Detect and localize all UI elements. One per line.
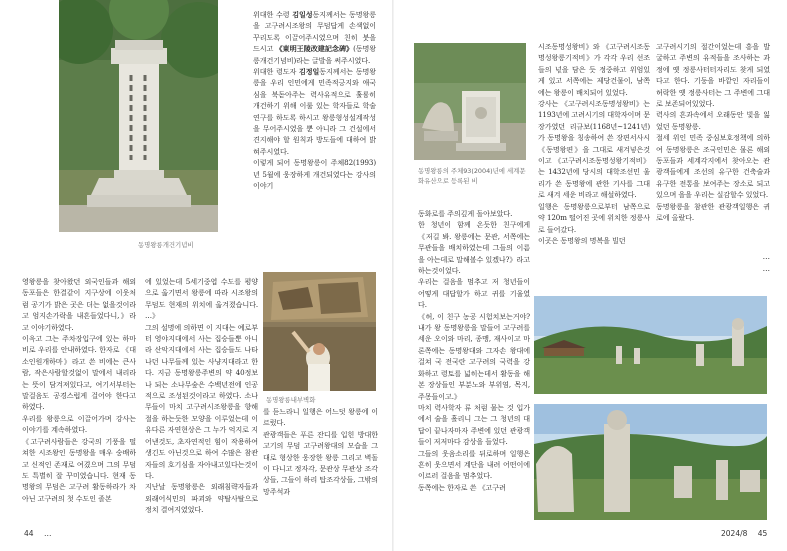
article-paragraph: 관광객들은 푸른 잔디를 입힌 방대한 고기의 무덤 고구려왕대의 모습을 그대로 형상한 웅장한 왕릉 그리고 벽돌이 다니고 정자각, 문관상 무관상 조각상들, 그들이 하리 탑조각상들, 그밖의 망주석과 (263, 429, 378, 496)
article-paragraph: 위대한 수령 김일성동지께서는 동명왕릉을 고구려시조왕의 무덤답게 손색없이 꾸리도록 이끌어주시였으며 친히 붓을 드시고 《東明王陵改建記念碑》(동명왕릉개건기념비)라는 글발을 써주시였다. (253, 10, 376, 65)
article-paragraph: 우리는 걸음을 멈추고 저 청년들이 어떻게 대답할가 하고 귀를 기울였다. (418, 277, 530, 310)
mural-photo (263, 272, 376, 391)
left-page (0, 0, 393, 551)
article-paragraph: 력사의 흔과속에서 오래동안 빛을 잃었던 동명왕릉. (656, 110, 770, 131)
page-number-left: 44 (24, 529, 34, 538)
article-paragraph: 일행은 동명왕릉으로부터 남쪽으로 약 120m 떨어진 곳에 위치한 정릉사로 들어갔다. (538, 201, 650, 234)
byline-photo: … (762, 264, 770, 273)
article-column-3 (145, 276, 258, 516)
article-paragraph: 동명왕릉을 참관한 관광객일행은 귀로에 올랐다. (656, 201, 770, 223)
article-paragraph: 동쪽에는 한자로 쓴 《고구려 (418, 482, 506, 492)
article-paragraph: 를 듣느라니 일행은 어느덧 왕릉에 이르렀다. (263, 407, 378, 428)
article-paragraph: 그들의 웃음소리를 뒤로하며 일행은 흔히 웃으면서 계단을 내려 어떤이에 이르러 걸음을 멈추었다. (418, 448, 530, 481)
magazine-title: … (43, 529, 52, 538)
footer-left (24, 529, 51, 538)
tomb-statues-photo-2 (534, 404, 767, 520)
footer-right (721, 529, 767, 538)
right-page (394, 0, 787, 551)
article-column-2 (22, 276, 136, 504)
tomb-statues-photo-1 (534, 296, 767, 394)
article-paragraph: 위대한 령도자 김정일동지께서는 동명왕릉을 우리 인민에게 민족적긍지와 애국심을 북돋아주는 력사유적으로 훌륭히 개건하기 위해 이룰 있는 학자들로 학술연구를 하도록 하시고 왕릉형성설계작성을 무어주시였을 뿐 아니라 그 건설에서 견지해야 할 원칙과 방도들에 대하여 밝혀주시였다. (253, 67, 376, 156)
issue-date: 2024/8 (721, 529, 748, 538)
byline (656, 251, 770, 275)
article-paragraph: 강사는 《고구려시조동명성왕비》는 1193년에 고려시기의 대학자이며 문장가였던 리규보(1168년~1241년)가 동명왕을 칭송하여 쓴 장편서사시 《동명왕편》을 그대로 새겨넣은것이고 《고구려시조동명성왕기적비》는 1432년에 당시의 대학조선민 울리가 쓴 동명왕에 관한 기사를 그대로 새겨 세운 비라고 해설하였다. (538, 99, 650, 200)
caption-monument: 동명왕릉개건기념비 (138, 241, 194, 249)
article-paragraph: 이렇게 되어 동명왕릉이 주체82(1993)년 5월에 웅장하게 개건되였다는 강사의 이야기 (253, 158, 376, 191)
monument-photo (59, 0, 218, 232)
article-paragraph: 이곳은 동명왕의 명복을 빌던 (538, 235, 626, 245)
article-paragraph: 그의 설명에 의하면 이 지대는 예로부터 영야지대에서 사는 집승들뿐 아니라 산악지대에서 사는 집승들도 나타나던 나무들께 있는 사냥지대라고 한다. 지금 동명왕릉주변의 약 40정보나 되는 소나무숲은 수백년전에 인공적으로 조성된것이라고 하였다. 소나무들이 마치 고구려시조왕릉을 향해 절을 하는듯한 모양을 이루었는데 이 유다른 자연현상은 그 누가 억지로 지어낸것도, 초자연적인 힘이 작용하여생긴도 아닌것으로 하여 수많은 참관자들의 호기심을 자아내고있다는것이다. (145, 322, 258, 480)
caption-mural: 동명왕릉내부벽화 (266, 396, 316, 404)
article-paragraph: 동화로를 주의깊게 돌아보았다. (418, 209, 513, 218)
article-paragraph: 《고구려사람들은 강국의 기풍을 떨쳐한 시조왕인 동명왕을 매우 숭배하고 신적인 존재로 여겼으며 그의 무덤도 특별히 잘 꾸미였습니다. 현재 동명왕의 무덤은 고구려 활동하라가 차 아닌 고구려의 첫 수도인 졸본 (22, 436, 136, 503)
article-paragraph: 시조동명성왕비》와 《고구려시조동명성왕릉기적비》가 각각 우리 선조들의 넋을 담은 듯 정중하고 위엄있게 있고 서쪽에는 제당건물이, 남쪽에는 왕릉이 배치되어 있었다. (538, 42, 650, 97)
caption-steles: 동명왕릉의 주체93(2004)년에 세계문화유산으로 등록된 비 (418, 167, 526, 185)
article-column-5 (538, 41, 650, 246)
article-paragraph: 우리를 왕릉으로 이끌어가며 강사는 이야기를 계속하였다. (22, 413, 136, 435)
page-number-right: 45 (757, 529, 768, 538)
article-column-1 (253, 9, 376, 192)
byline-writer: … (762, 252, 770, 261)
article-column-6 (656, 41, 770, 224)
article-paragraph: 이윽고 그는 주차장입구에 있는 하마비로 우리를 안내하였다. 한자로 《대소인원개하마》라고 쓴 비에는 큰사람, 작은사람할것없이 말에서 내리라는 뜻이 담겨져있다고, 여기서부터는 말걸음도 공경스럽게 걸어야 한다고 하였다. (22, 334, 136, 412)
article-paragraph: 《허, 이 친구 농공 시험치보는거야? 내가 왕 동명왕릉을 말들어 고구려를 세운 오이와 마리, 종맹, 재사이고 마론쪽에는 동명왕대와 그자손 왕대에 걸쳐 국 전국란 고구려의 국력을 강화하고 령토를 넓히는데서 활동을 해본 장상들인 부분노와 부위염, 목지, 주몽들이고.》 (418, 311, 530, 401)
steles-photo (414, 43, 526, 160)
article-paragraph: 영왕릉을 찾아왔던 외국인들과 해외동포들은 한결같이 지구상에 이웃처럼 공기가 밝은 곳은 더는 없을것이라고 엄지손가락을 내흔들었다니,》라고 이야기하였다. (22, 277, 136, 332)
article-paragraph: 한 청년이 함께 온듯한 친구에게 《저길 봐. 왕릉에는 문관, 서쪽에는 무관들을 배치하였는데 그들의 이름을 아는데로 말해볼수 있겠나?》라고 하는것이었다. (418, 220, 530, 276)
article-paragraph: 마치 력사학자 류 처럼 물는 것 입가에서 술을 흘리니 그는 그 청년의 대답이 끝나자마자 주변에 있던 관광객들이 저저마다 감상을 들었다. (418, 402, 530, 447)
article-column-7 (418, 208, 530, 493)
article-paragraph: 에 있었는데 5세기중엽 수도를 평양으로 옮기면서 왕릉에 따라 시조왕의 무덤도 현재의 위치에 옮겨졌습니다. …》 (145, 277, 258, 321)
article-paragraph: 고구려시기의 절간이었는데 흥을 발굴하고 주변의 유적들을 조사하는 과정에 옛 정릉사터터자리도 찾게 되였다고 한다. 기둥을 바깥인 자리들이 허락한 옛 정릉사터는 그 주변에 그대로 보존되어있었다. (656, 42, 770, 109)
article-paragraph: 절세 위인 민족 중심보호정책에 의하여 동명왕릉은 조국인민은 물론 해외동포들과 세계각지에서 찾아오는 관광객들에게 조선의 유구한 건축술과 유구한 전통을 보여주는 장소로 되고있으며 을을 우리는 실감할수 있었다. (656, 133, 770, 200)
article-paragraph: 지난날 동명왕릉은 외래침략자들과 외래어식민의 파괴와 약탈사탈으로 정치 결여지였었다. (145, 482, 258, 515)
article-column-4 (263, 406, 378, 497)
